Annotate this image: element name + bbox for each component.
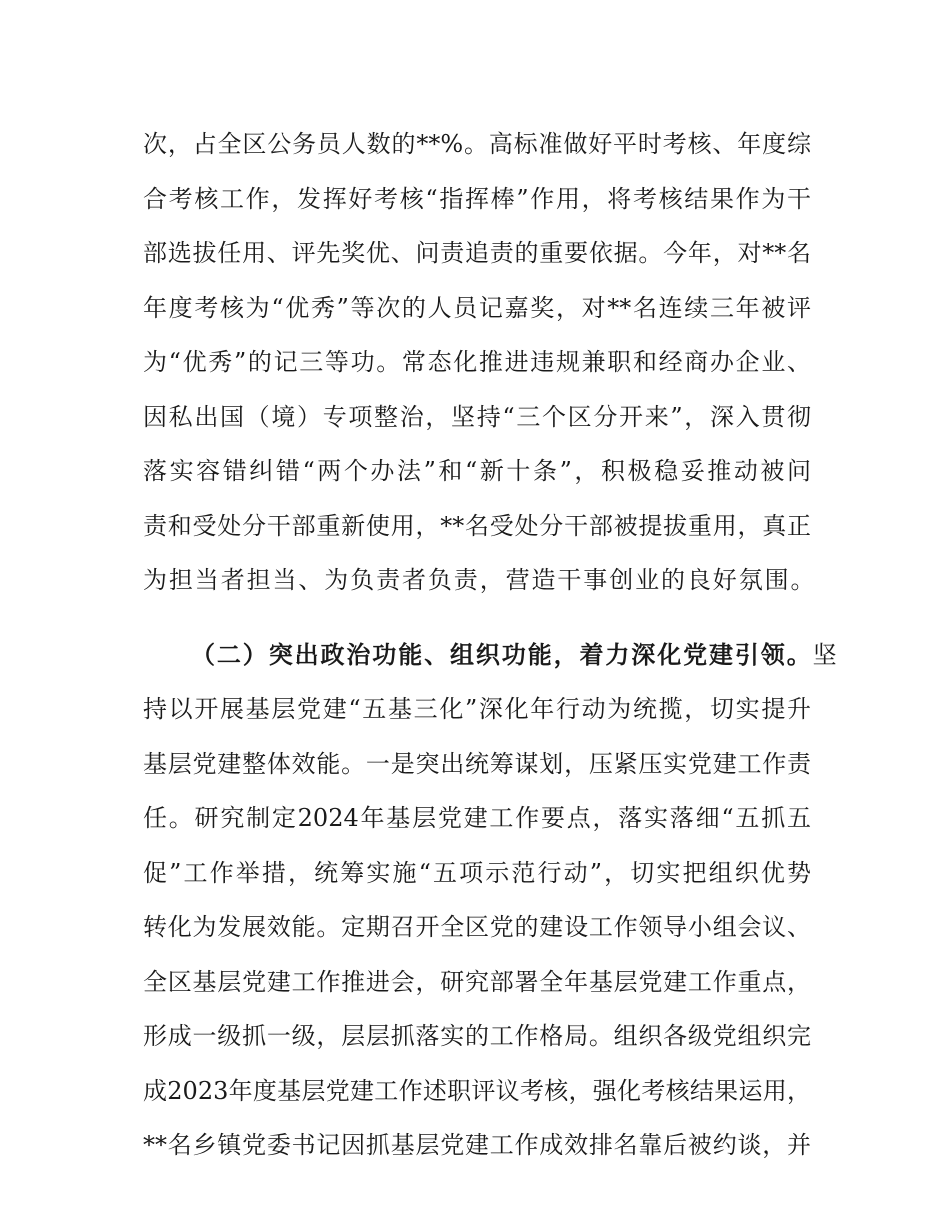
text-line: 合考核工作，发挥好考核“指挥棒”作用，将考核结果作为干 — [143, 184, 811, 213]
text-line: 持以开展基层党建“五基三化”深化年行动为统揽，切实提升 — [143, 695, 811, 723]
text-line: 全区基层党建工作推进会，研究部署全年基层党建工作重点， — [143, 967, 811, 996]
text-line: 次，占全区公务员人数的**%。高标准做好平时考核、年度综 — [143, 130, 811, 158]
section-heading: （二）突出政治功能、组织功能，着力深化党建引领。 — [191, 639, 813, 669]
text-line: 落实容错纠错“两个办法”和“新十条”，积极稳妥推动被问 — [143, 457, 811, 485]
text-line: 基层党建整体效能。一是突出统筹谋划，压紧压实党建工作责 — [143, 749, 811, 778]
text-line: 形成一级抓一级，层层抓落实的工作格局。组织各级党组织完 — [143, 1022, 811, 1050]
text-line: 转化为发展效能。定期召开全区党的建设工作领导小组会议、 — [143, 913, 811, 941]
text-line: 为“优秀”的记三等功。常态化推进违规兼职和经商办企业、 — [143, 348, 811, 376]
text-line: 年度考核为“优秀”等次的人员记嘉奖，对**名连续三年被评 — [143, 293, 811, 322]
document-page — [143, 122, 839, 1178]
paragraph-1 — [143, 122, 817, 613]
heading-line-rest: 坚 — [812, 640, 839, 669]
paragraph-spacer — [143, 613, 811, 633]
text-line-last: 为担当者担当、为负责者负责，营造干事创业的良好氛围。 — [143, 566, 817, 594]
text-line: 成2023年度基层党建工作述职评议考核，强化考核结果运用， — [143, 1076, 811, 1105]
text-line: 促”工作举措，统筹实施“五项示范行动”，切实把组织优势 — [143, 858, 811, 887]
text-line: **名乡镇党委书记因抓基层党建工作成效排名靠后被约谈，并 — [143, 1131, 811, 1159]
text-line: 任。研究制定2024年基层党建工作要点，落实落细“五抓五 — [143, 804, 811, 832]
paragraph-2 — [143, 633, 839, 1178]
text-line: 责和受处分干部重新使用，**名受处分干部被提拔重用，真正 — [143, 511, 811, 540]
text-line: 部选拔任用、评先奖优、问责追责的重要依据。今年，对**名 — [143, 239, 811, 267]
text-line: 因私出国（境）专项整治，坚持“三个区分开来”，深入贯彻 — [143, 402, 811, 431]
heading-line — [143, 633, 839, 688]
